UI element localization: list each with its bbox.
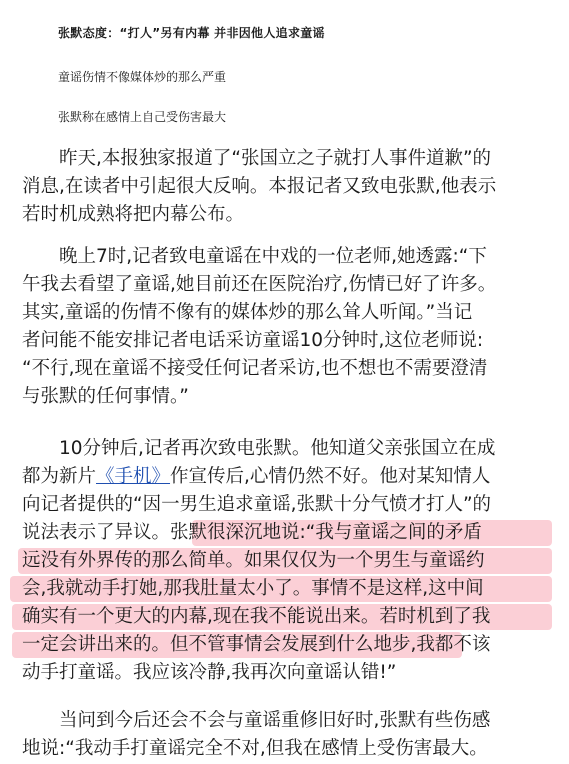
paragraph-2-line: 者问能不能安排记者电话采访童谣10分钟时,这位老师说: — [22, 330, 484, 351]
paragraph-3-text: 作宣传后,心情仍然不好。他对某知情人 — [170, 466, 491, 487]
paragraph-2-line: “不行,现在童谣不接受任何记者采访,也不想也不需要澄清 — [22, 358, 488, 379]
paragraph-3-line: 远没有外界传的那么简单。如果仅仅为一个男生与童谣约 — [22, 550, 485, 571]
paragraph-3-line: 一定会讲出来的。但不管事情会发展到什么地步,我都不该 — [22, 634, 491, 655]
paragraph-3-line: 说法表示了异议。张默很深沉地说:“我与童谣之间的矛盾 — [22, 522, 482, 543]
paragraph-2-line: 晚上7时,记者致电童谣在中戏的一位老师,她透露:“下 — [22, 246, 487, 267]
paragraph-2-line: 与张默的任何事情。” — [22, 386, 189, 407]
movie-link[interactable]: 《手机》 — [96, 466, 171, 487]
paragraph-1-line: 若时机成熟将把内幕公布。 — [22, 204, 245, 225]
subtitle-1: 童谣伤情不像媒体炒的那么严重 — [58, 70, 227, 84]
paragraph-3-text: 都为新片 — [22, 466, 97, 487]
paragraph-4-line: 地说:“我动手打童谣完全不对,但我在感情上受伤害最大。 — [22, 738, 488, 759]
paragraph-1-line: 昨天,本报独家报道了“张国立之子就打人事件道歉”的 — [22, 148, 492, 169]
article-title: 张默态度：“打人”另有内幕 并非因他人追求童谣 — [58, 26, 325, 40]
paragraph-2-line: 其实,童谣的伤情不像有的媒体炒的那么耸人听闻。”当记 — [22, 302, 473, 323]
paragraph-1-line: 消息,在读者中引起很大反响。本报记者又致电张默,他表示 — [22, 176, 497, 197]
paragraph-2-line: 午我去看望了童谣,她目前还在医院治疗,伤情已好了许多。 — [22, 274, 497, 295]
paragraph-4-line: 当问到今后还会不会与童谣重修旧好时,张默有些伤感 — [22, 710, 491, 731]
paragraph-3-line: 动手打童谣。我应该冷静,我再次向童谣认错!” — [22, 662, 397, 683]
paragraph-3-line: 向记者提供的“因一男生追求童谣,张默十分气愤才打人”的 — [22, 494, 492, 515]
paragraph-3-line: 10分钟后,记者再次致电张默。他知道父亲张国立在成 — [22, 438, 496, 459]
subtitle-2: 张默称在感情上自己受伤害最大 — [58, 110, 227, 124]
paragraph-3-line: 确实有一个更大的内幕,现在我不能说出来。若时机到了我 — [22, 606, 491, 627]
paragraph-3-line — [22, 464, 554, 490]
paragraph-3-line: 会,我就动手打她,那我肚量太小了。事情不是这样,这中间 — [22, 578, 484, 599]
